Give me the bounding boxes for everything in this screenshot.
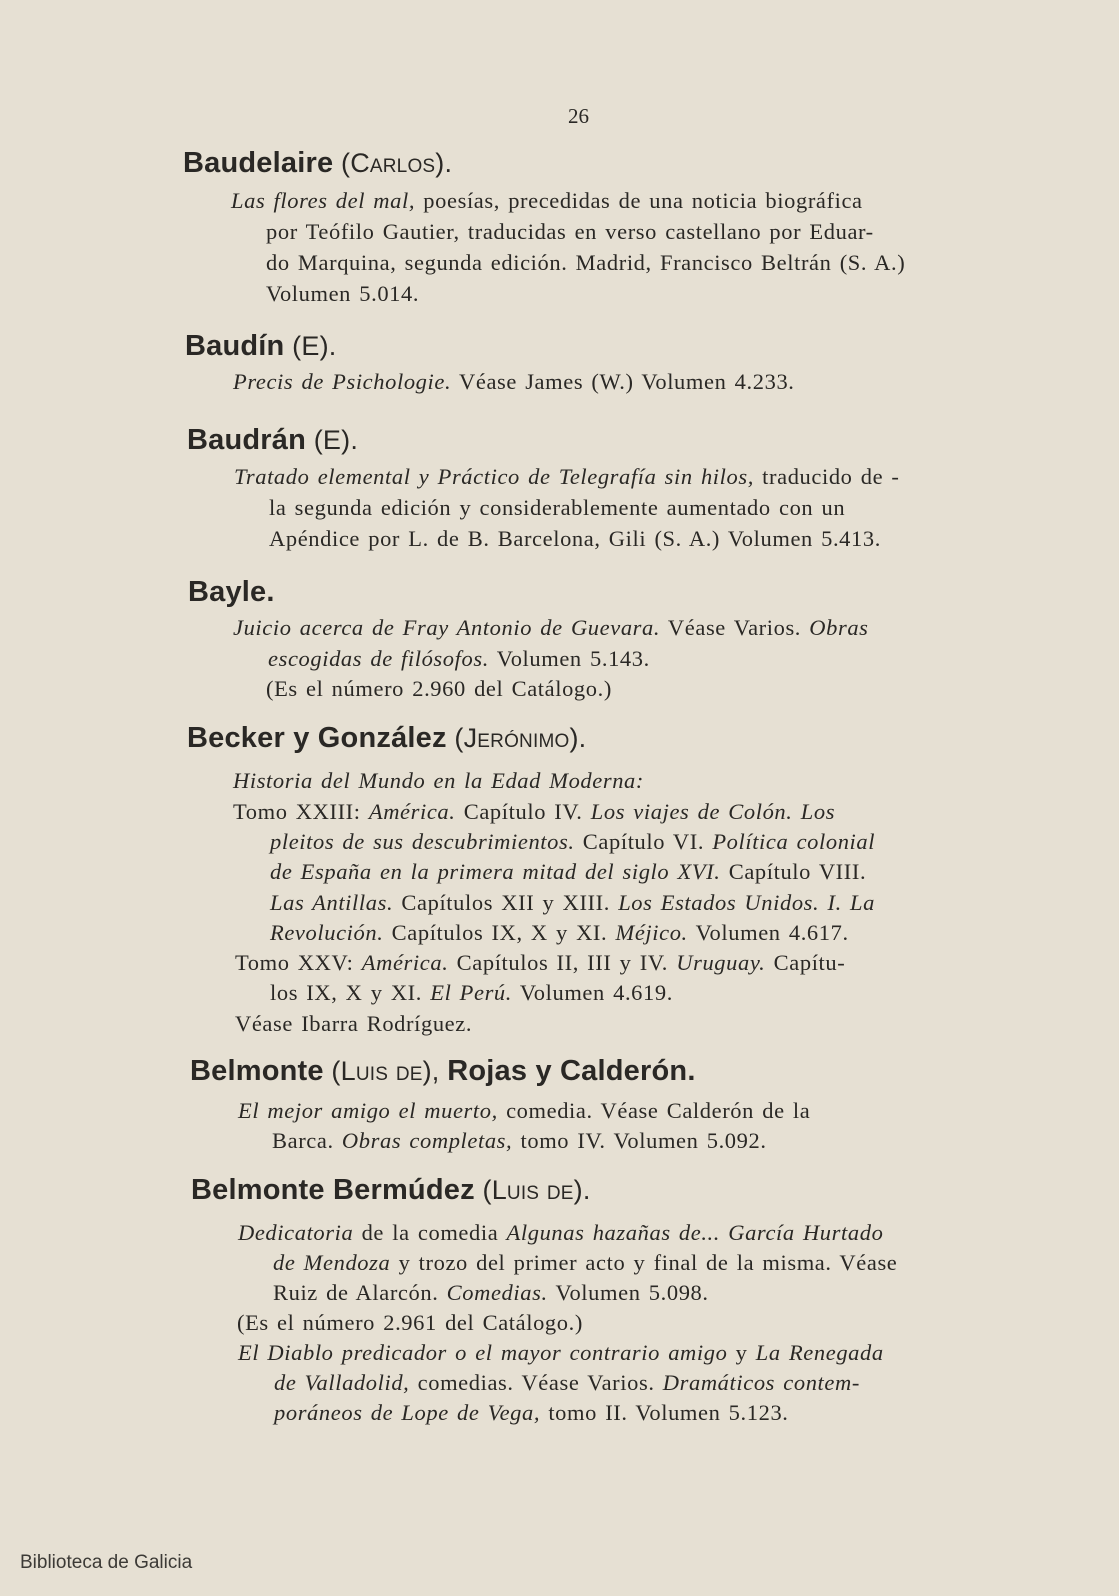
entry-line: Ruiz de Alarcón. Comedias. Volumen 5.098. (273, 1280, 709, 1305)
entry-line: Juicio acerca de Fray Antonio de Guevara. Véase Varios. Obras (233, 615, 869, 640)
entry-line: Precis de Psichologie. Véase James (W.) Volumen 4.233. (233, 369, 795, 394)
entry-line: El Diablo predicador o el mayor contrario amigo y La Renegada (238, 1340, 884, 1365)
entry-line: de España en la primera mitad del siglo XVI. Capítulo VIII. (270, 859, 867, 884)
entry-line: por Teófilo Gautier, traducidas en verso castellano por Eduar- (266, 219, 874, 244)
author-name: Baudín (185, 330, 285, 362)
entry-heading (188, 576, 275, 609)
entry-heading (187, 424, 358, 457)
entry-line: los IX, X y XI. El Perú. Volumen 4.619. (270, 980, 673, 1005)
author-name: Baudrán (187, 424, 307, 456)
entry-line: Las Antillas. Capítulos XII y XIII. Los Estados Unidos. I. La (270, 890, 875, 915)
entry-line: Tomo XXIII: América. Capítulo IV. Los viajes de Colón. Los (233, 799, 836, 824)
entry-heading (187, 722, 586, 755)
entry-line: Apéndice por L. de B. Barcelona, Gili (S. A.) Volumen 5.413. (269, 526, 881, 551)
entry-heading (185, 330, 336, 363)
entry-line: escogidas de filósofos. Volumen 5.143. (268, 646, 650, 671)
entry-line: Tomo XXV: América. Capítulos II, III y IV. Uruguay. Capítu- (235, 950, 846, 975)
entry-heading (191, 1174, 591, 1207)
author-name: Rojas y Calderón. (447, 1055, 696, 1087)
entry-line: Tratado elemental y Práctico de Telegrafía sin hilos, traducido de - (234, 464, 900, 489)
entry-line: poráneos de Lope de Vega, tomo II. Volumen 5.123. (274, 1400, 789, 1425)
entry-heading (190, 1055, 696, 1088)
entry-heading (183, 147, 452, 180)
entry-line: Véase Ibarra Rodríguez. (235, 1011, 473, 1036)
entry-line: la segunda edición y considerablemente aumentado con un (269, 495, 846, 520)
author-given-name: (Jerónimo). (446, 723, 587, 753)
author-name: Belmonte (190, 1055, 324, 1087)
author-name: Baudelaire (183, 147, 334, 179)
entry-line: (Es el número 2.961 del Catálogo.) (237, 1310, 583, 1335)
library-watermark: Biblioteca de Galicia (20, 1552, 193, 1573)
entry-line: Barca. Obras completas, tomo IV. Volumen 5.092. (272, 1128, 767, 1153)
author-name: Bayle. (188, 576, 275, 608)
entry-line: de Valladolid, comedias. Véase Varios. Dramáticos contem- (274, 1370, 860, 1395)
entry-line: pleitos de sus descubrimientos. Capítulo VI. Política colonial (270, 829, 876, 854)
author-given-name: (Luis de). (474, 1175, 591, 1205)
author-given-name: (E). (306, 425, 359, 455)
entry-line: Las flores del mal, poesías, precedidas de una noticia biográfica (231, 188, 863, 213)
author-given-name: (Carlos). (333, 148, 453, 178)
entry-line: Revolución. Capítulos IX, X y XI. Méjico. Volumen 4.617. (270, 920, 849, 945)
author-given-name: (Luis de), (323, 1056, 448, 1086)
entry-line: do Marquina, segunda edición. Madrid, Francisco Beltrán (S. A.) (266, 250, 906, 275)
entry-line: El mejor amigo el muerto, comedia. Véase Calderón de la (238, 1098, 811, 1123)
page-number: 26 (568, 104, 589, 128)
entry-line: Volumen 5.014. (266, 281, 420, 306)
entry-line: (Es el número 2.960 del Catálogo.) (266, 676, 612, 701)
author-given-name: (E). (284, 331, 337, 361)
entry-line: Dedicatoria de la comedia Algunas hazañas de... García Hurtado (238, 1220, 884, 1245)
entry-line: Historia del Mundo en la Edad Moderna: (233, 768, 645, 793)
entry-line: de Mendoza y trozo del primer acto y final de la misma. Véase (273, 1250, 898, 1275)
author-name: Belmonte Bermúdez (191, 1174, 475, 1206)
author-name: Becker y González (187, 722, 447, 754)
